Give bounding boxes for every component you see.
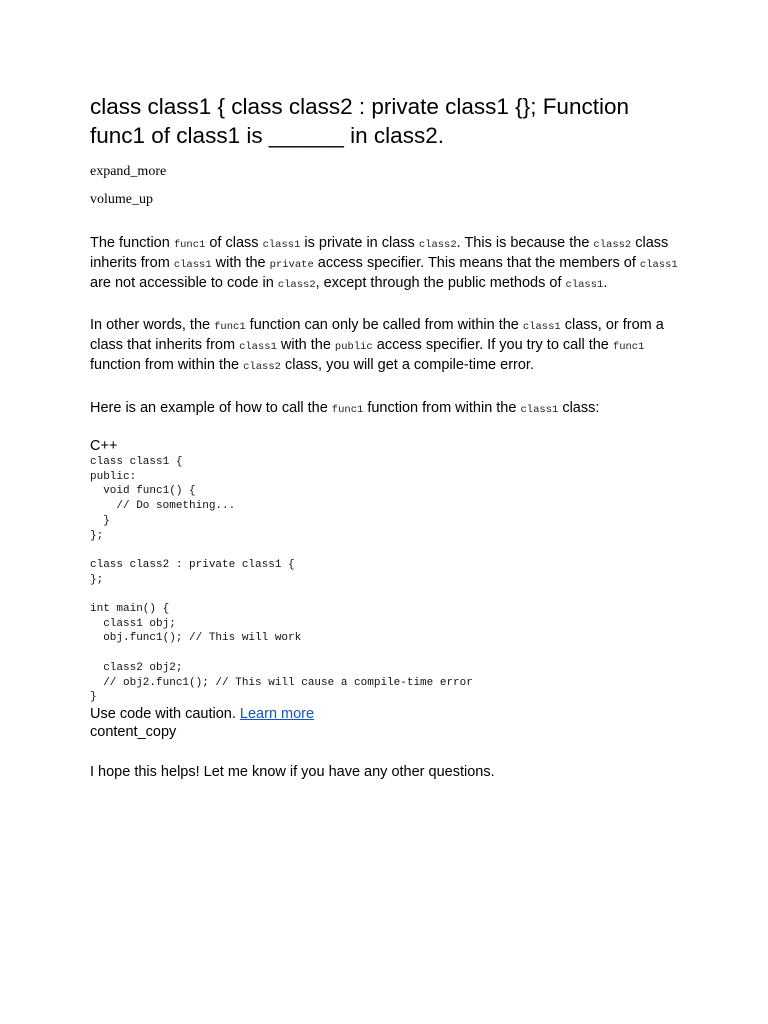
inline-code: public xyxy=(334,341,373,353)
code-language-label: C++ xyxy=(90,438,118,454)
code-caution-note: Use code with caution. Learn more xyxy=(90,705,315,722)
inline-code: func1 xyxy=(612,341,645,353)
inline-code: func1 xyxy=(331,404,364,416)
inline-code: class2 xyxy=(243,361,281,373)
inline-code: class1 xyxy=(522,321,561,333)
closing-paragraph: I hope this helps! Let me know if you have any other questions. xyxy=(90,763,495,780)
inline-code: class1 xyxy=(173,259,212,271)
volume-up-icon[interactable]: volume_up xyxy=(90,192,153,207)
code-block: class class1 { public: void func1() { // Do something... } }; class class2 : private class1 { }; int main() { class1 obj; obj.func1(); // This will work class2 obj2; // obj2.func1(); // This will cause a compile-time error } xyxy=(90,456,473,704)
expand-more-icon[interactable]: expand_more xyxy=(90,164,167,179)
explanation-paragraph: The function func1 of class class1 is private in class class2. This is because the class2 class inherits from class1 with the private access specifier. This means that the members of class1 are not accessible to code in class2, except through the public methods of class1. xyxy=(90,235,678,291)
document-page xyxy=(90,92,690,795)
learn-more-link[interactable]: Learn more xyxy=(239,705,315,722)
inline-code: private xyxy=(269,259,314,271)
inline-code: func1 xyxy=(214,321,246,333)
inline-code: class2 xyxy=(418,239,457,251)
explanation-paragraph-2: In other words, the func1 function can only be called from within the class1 class, or from a class that inherits from class1 with the public access specifier. If you try to call the func1 function from within the class2 class, you will get a compile-time error. xyxy=(90,317,664,373)
inline-code: func1 xyxy=(173,239,206,251)
question-title: class class1 { class class2 : private class1 {}; Function func1 of class1 is ______ in class2. xyxy=(90,94,629,148)
inline-code: class2 xyxy=(277,279,316,291)
content-copy-icon[interactable]: content_copy xyxy=(90,723,177,740)
inline-code: class1 xyxy=(565,279,604,291)
inline-code: class1 xyxy=(520,404,559,416)
inline-code: class1 xyxy=(262,239,301,251)
inline-code: class1 xyxy=(239,341,277,353)
inline-code: class1 xyxy=(639,259,678,271)
example-intro-paragraph: Here is an example of how to call the func1 function from within the class1 class: xyxy=(90,400,600,416)
inline-code: class2 xyxy=(593,239,632,251)
